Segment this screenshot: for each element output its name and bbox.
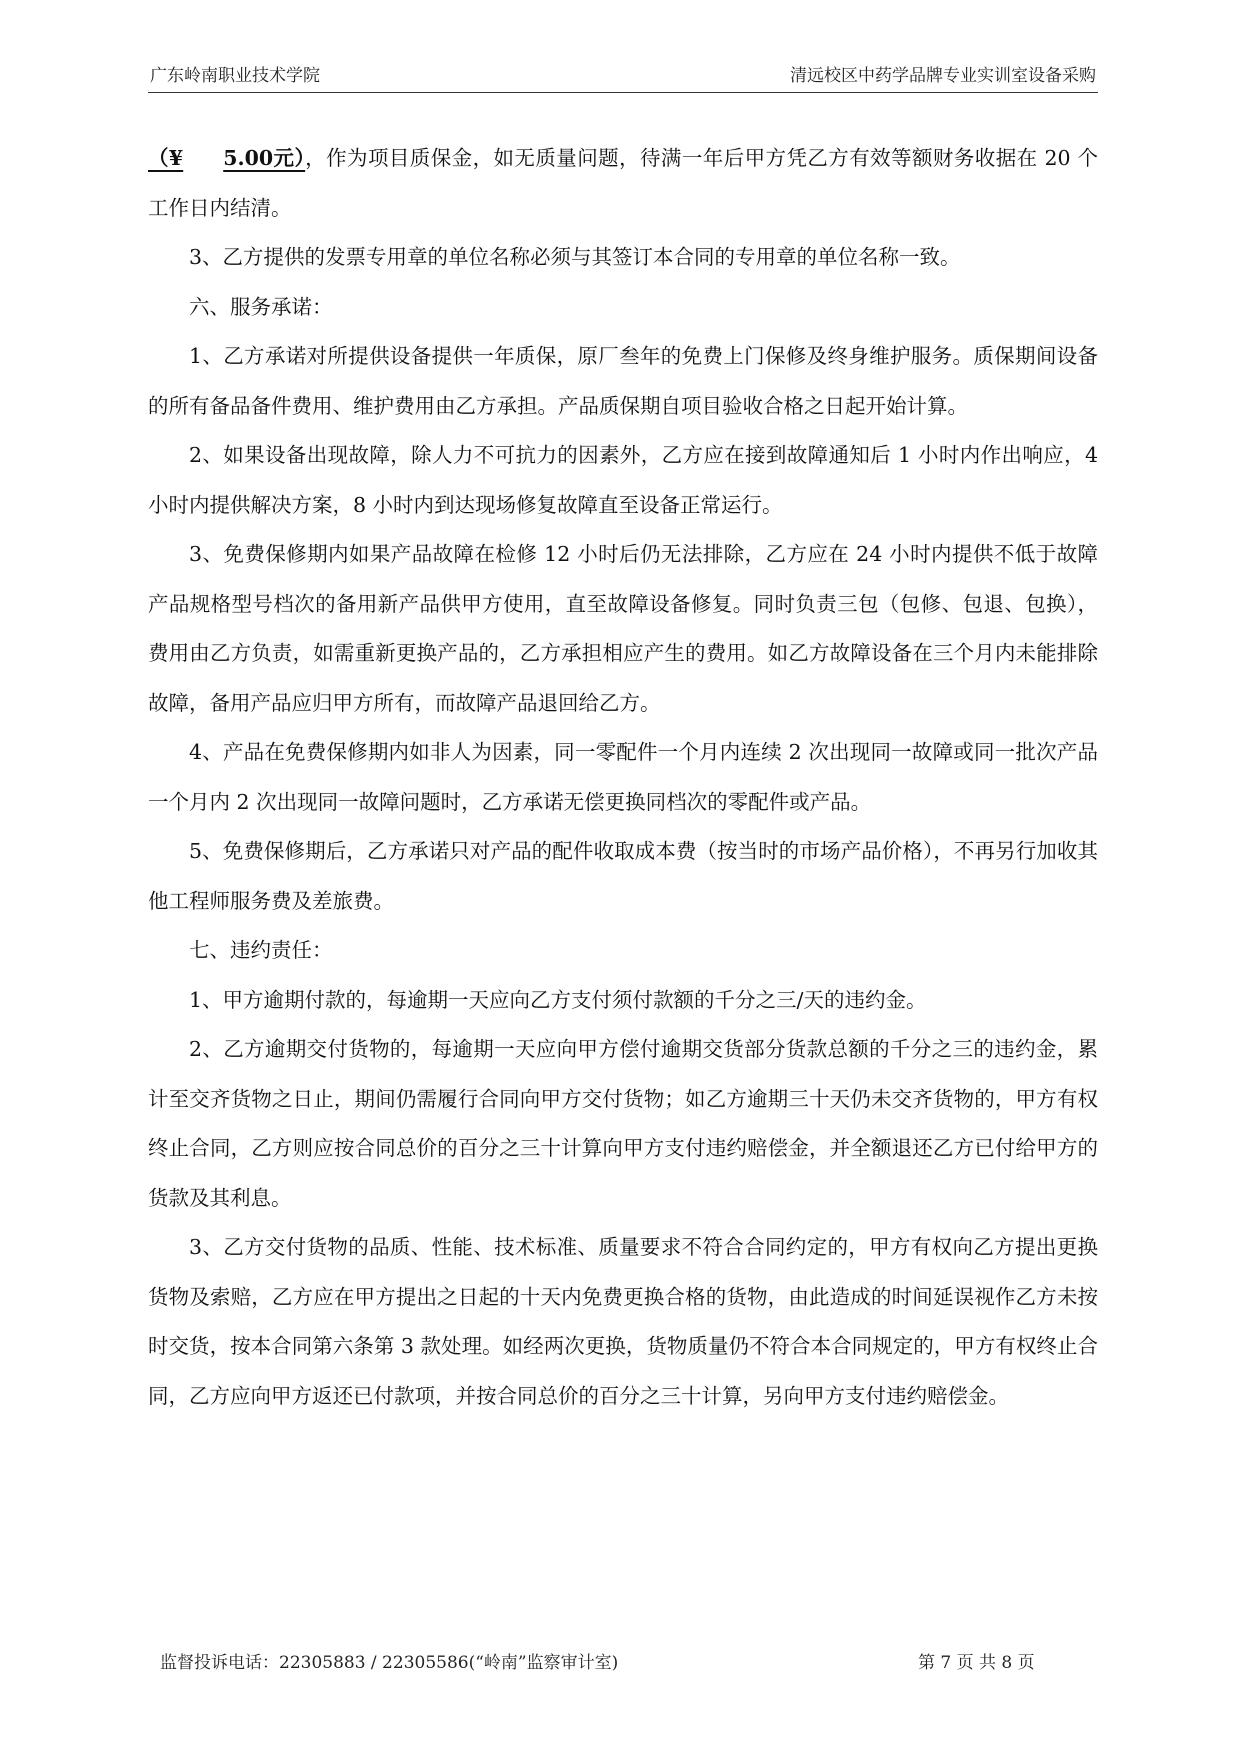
clause-7-2: 2、乙方逾期交付货物的，每逾期一天应向甲方偿付逾期交货部分货款总额的千分之三的违约金，累计至交齐货物之日止，期间仍需履行合同向甲方交付货物；如乙方逾期三十天仍未交齐货物的，甲方有权终止合同，乙方则应按合同总价的百分之三十计算向甲方支付违约赔偿金，并全额退还乙方已付给甲方的货款及其利息。	[148, 1037, 1098, 1210]
clause-6-1: 1、乙方承诺对所提供设备提供一年质保，原厂叁年的免费上门保修及终身维护服务。质保期间设备的所有备品备件费用、维护费用由乙方承担。产品质保期自项目验收合格之日起开始计算。	[148, 344, 1098, 418]
complaint-hotline: 监督投诉电话：22305883 / 22305586(“岭南”监察审计室)	[160, 1653, 619, 1673]
page-header	[148, 62, 1098, 93]
retention-text: ，作为项目质保金，如无质量问题，待满一年后甲方凭乙方有效等额财务收据在 20 个工作日内结清。	[148, 146, 1099, 220]
clause-6-4: 4、产品在免费保修期内如非人为因素，同一零配件一个月内连续 2 次出现同一故障或同一批次产品一个月内 2 次出现同一故障问题时，乙方承诺无偿更换同档次的零配件或产品。	[148, 740, 1098, 814]
clause-7-1: 1、甲方逾期付款的，每逾期一天应向乙方支付须付款额的千分之三/天的违约金。	[189, 987, 927, 1012]
paragraph-invoice-seal: 3、乙方提供的发票专用章的单位名称必须与其签订本合同的专用章的单位名称一致。	[189, 245, 961, 269]
clause-6-5: 5、免费保修期后，乙方承诺只对产品的配件收取成本费（按当时的市场产品价格），不再另行加收其他工程师服务费及差旅费。	[148, 839, 1098, 913]
clause-6-2: 2、如果设备出现故障，除人力不可抗力的因素外，乙方应在接到故障通知后 1 小时内作出响应，4 小时内提供解决方案，8 小时内到达现场修复故障直至设备正常运行。	[148, 443, 1098, 517]
section-heading-breach: 七、违约责任：	[189, 938, 333, 962]
header-institution: 广东岭南职业技术学院	[150, 66, 320, 86]
page-number: 第 7 页 共 8 页	[918, 1653, 1035, 1673]
clause-7-3: 3、乙方交付货物的品质、性能、技术标准、质量要求不符合合同约定的，甲方有权向乙方提出更换货物及索赔，乙方应在甲方提出之日起的十天内免费更换合格的货物，由此造成的时间延误视作乙方未按时交货，按本合同第六条第 3 款处理。如经两次更换，货物质量仍不符合本合同规定的，甲方有权终止合同，乙方应向甲方返还已付款项，并按合同总价的百分之三十计算，另向甲方支付违约赔偿金。	[148, 1235, 1098, 1408]
paragraph-retention	[148, 134, 1098, 233]
document-body	[148, 134, 1098, 1421]
section-heading-service: 六、服务承诺：	[189, 294, 333, 319]
retention-amount-open: （¥	[148, 146, 184, 170]
clause-6-3: 3、免费保修期内如果产品故障在检修 12 小时后仍无法排除，乙方应在 24 小时内提供不低于故障产品规格型号档次的备用新产品供甲方使用，直至故障设备修复。同时负责三包（包修、包退、包换），费用由乙方负责，如需重新更换产品的，乙方承担相应产生的费用。如乙方故障设备在三个月内未能排除故障，备用产品应归甲方所有，而故障产品退回给乙方。	[148, 542, 1098, 715]
retention-amount	[148, 146, 305, 170]
retention-amount-value: 5.00元）	[223, 146, 306, 170]
header-project-title: 清远校区中药学品牌专业实训室设备采购	[790, 66, 1096, 86]
